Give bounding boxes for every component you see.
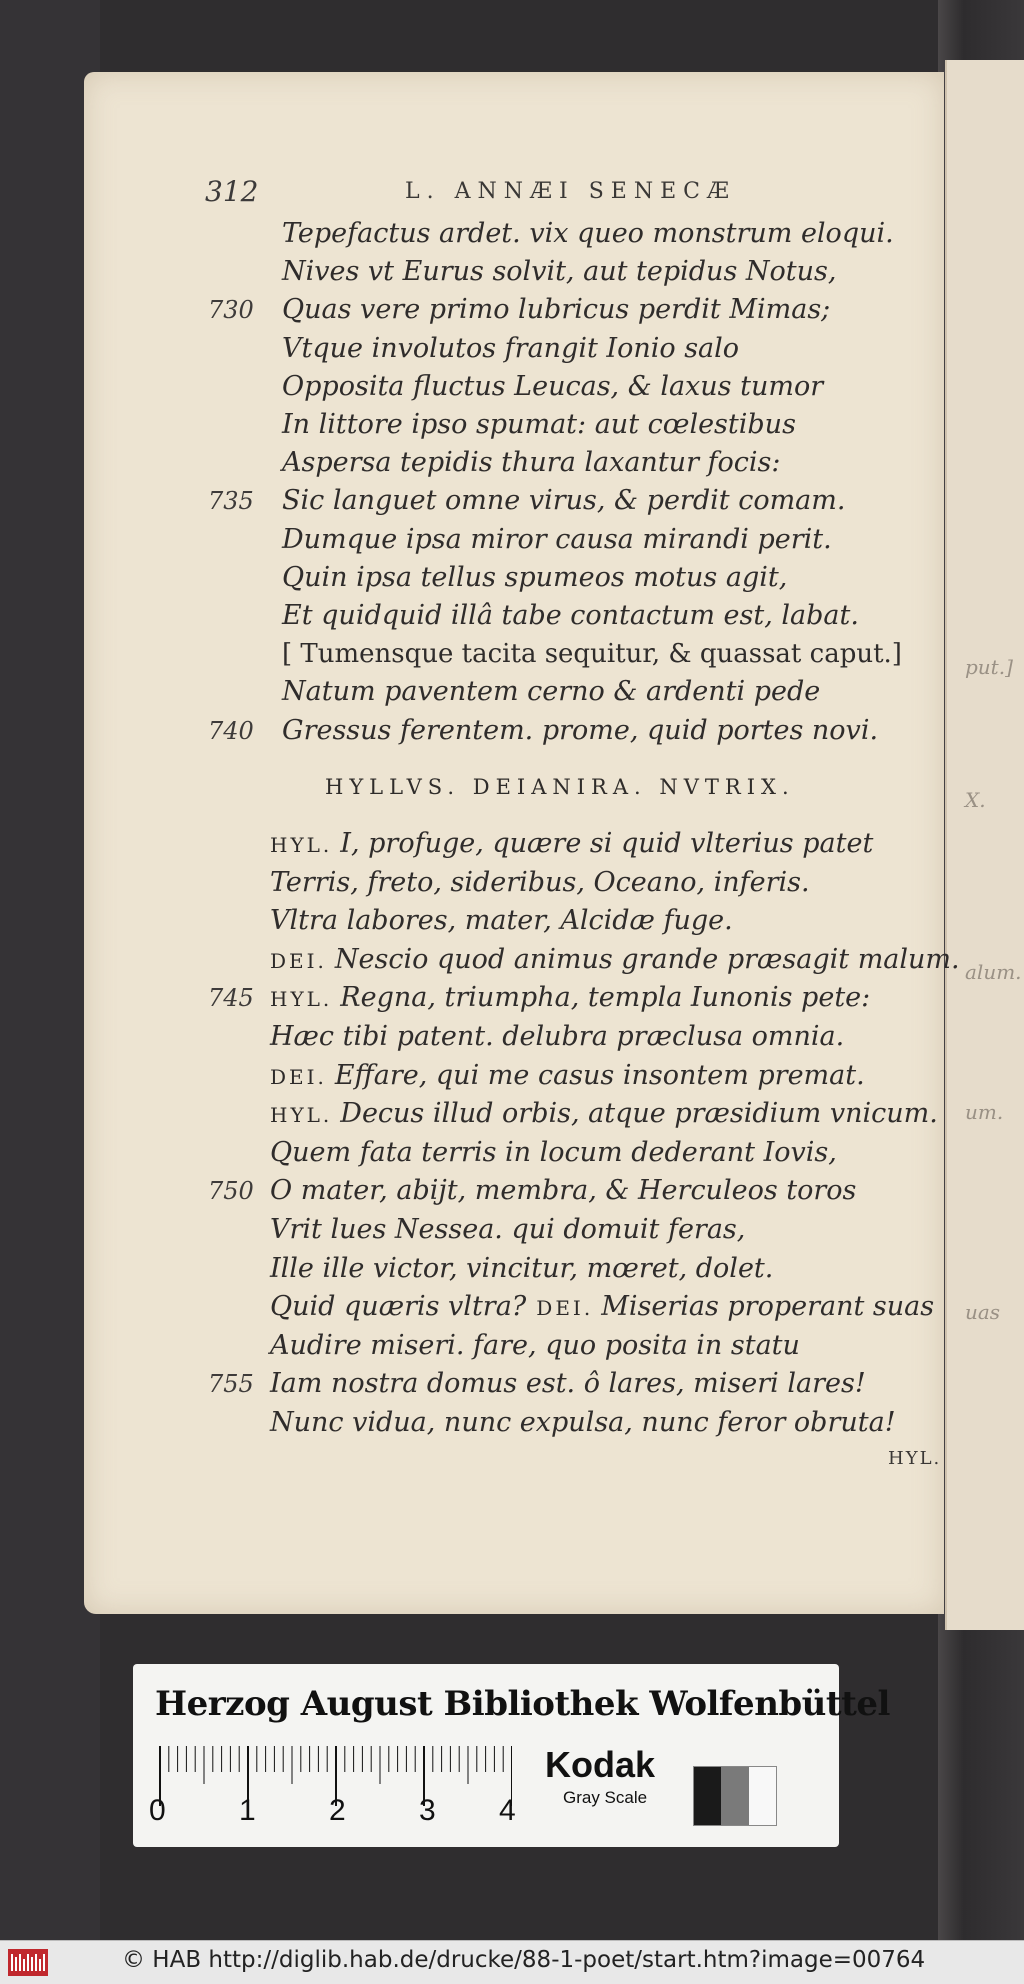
verse-line <box>282 333 739 364</box>
verse-line <box>270 828 873 859</box>
line-number: 730 <box>208 296 254 325</box>
verse-line <box>282 715 878 746</box>
verse-line <box>270 1407 896 1438</box>
verse-text: Quid quæris vltra? <box>270 1291 527 1323</box>
verse-line <box>270 1060 865 1091</box>
speaker-label: HYL. <box>270 833 333 857</box>
verse-line <box>270 1291 934 1322</box>
verse-line <box>270 1214 745 1245</box>
cast-list: HYLLVS. DEIANIRA. NVTRIX. <box>325 775 795 799</box>
verse-text: Terris, freto, sideribus, Oceano, inferis. <box>270 866 810 898</box>
gray-scale-swatches <box>693 1766 777 1826</box>
verse-text: Natum paventem cerno & ardenti pede <box>282 676 821 708</box>
verse-text: Tepefactus ardet. vix queo monstrum eloqui. <box>282 218 894 249</box>
line-number: 745 <box>208 984 254 1013</box>
verse-text: O mater, abijt, membra, & Herculeos toros <box>270 1175 857 1207</box>
adjacent-page-fragment: um. <box>965 1100 1004 1124</box>
verse-line <box>282 638 902 669</box>
verse-text: Et quidquid illâ tabe contactum est, labat. <box>282 600 859 631</box>
ruler-label: 4 <box>499 1794 516 1827</box>
verse-line <box>282 256 836 287</box>
speaker-label: DEI. <box>536 1296 594 1321</box>
kodak-logo: Kodak <box>545 1744 656 1785</box>
ruler-label: 2 <box>329 1794 346 1827</box>
verse-line <box>270 867 810 898</box>
adjacent-page-fragment: X. <box>965 788 986 812</box>
verse-line <box>270 982 870 1013</box>
verse-text: Nescio quod animus grande præsagit malum. <box>334 943 960 975</box>
page-number: 312 <box>205 175 259 208</box>
library-name: Herzog August Bibliothek Wolfenbüttel <box>155 1684 890 1724</box>
verse-line <box>282 562 787 593</box>
catchword: HYL. <box>888 1448 942 1469</box>
speaker-label: HYL. <box>270 987 333 1012</box>
verse-line <box>282 371 823 402</box>
verse-line <box>270 1137 837 1168</box>
copyright-url: © HAB http://diglib.hab.de/drucke/88-1-poet/start.htm?image=00764 <box>122 1947 926 1973</box>
adjacent-page-fragment: uas <box>965 1300 1001 1324</box>
verse-line <box>282 676 820 707</box>
adjacent-page-edge <box>945 60 1024 1630</box>
verse-line <box>270 1175 856 1206</box>
verse-line <box>270 1253 773 1284</box>
verse-line <box>282 600 859 631</box>
line-number: 750 <box>208 1177 254 1206</box>
verse-text: In littore ipso spumat: aut cœlestibus <box>282 409 796 440</box>
verse-line <box>282 409 796 440</box>
verse-line <box>282 294 830 325</box>
adjacent-page-fragment: put.] <box>965 655 1013 679</box>
verse-line <box>270 1330 800 1361</box>
verse-text: Vltra labores, mater, Alcidæ fuge. <box>270 905 733 937</box>
library-scale-card <box>133 1664 890 1847</box>
hab-logo-icon <box>8 1949 48 1976</box>
verse-line <box>270 944 960 975</box>
verse-text: Iam nostra domus est. ô lares, miseri lares! <box>270 1368 866 1400</box>
verse-text: Aspersa tepidis thura laxantur focis: <box>282 447 781 479</box>
verse-text: Regna, triumpha, templa Iunonis pete: <box>340 982 871 1014</box>
verse-text: Dumque ipsa miror causa mirandi perit. <box>282 523 832 555</box>
adjacent-page-fragment: alum. <box>965 960 1022 984</box>
speaker-label: DEI. <box>270 948 327 973</box>
verse-text: [ Tumensque tacita sequitur, & quassat caput.] <box>282 639 902 670</box>
verse-line <box>282 485 845 516</box>
swatch-black <box>694 1767 721 1825</box>
verse-text: Hæc tibi patent. delubra præclusa omnia. <box>270 1021 845 1052</box>
verse-text: Ille ille victor, vincitur, mœret, dolet. <box>270 1252 774 1284</box>
ruler-label: 3 <box>419 1794 436 1827</box>
running-head: L. ANNÆI SENECÆ <box>405 179 736 204</box>
line-number: 755 <box>208 1370 254 1399</box>
verse-text: Nives vt Eurus solvit, aut tepidus Notus, <box>282 256 837 288</box>
footer-bar <box>0 1940 1024 1984</box>
verse-text: Quem fata terris in locum dederant Iovis, <box>270 1136 837 1168</box>
verse-line <box>282 447 781 478</box>
line-number: 735 <box>208 487 254 516</box>
verse-text: Vrit lues Nessea. qui domuit feras, <box>270 1214 746 1245</box>
line-number: 740 <box>208 716 254 745</box>
verse-text: Quas vere primo lubricus perdit Mimas; <box>282 294 831 326</box>
verse-line <box>282 218 894 249</box>
verse-text: Gressus ferentem. prome, quid portes novi. <box>282 714 879 746</box>
verse-text: Opposita fluctus Leucas, & laxus tumor <box>282 370 824 402</box>
verse-line <box>270 1098 938 1129</box>
verse-text: Miserias properant suas <box>601 1291 935 1323</box>
verse-line <box>270 1021 844 1052</box>
ruler-label: 0 <box>149 1794 166 1827</box>
verse-text: Audire miseri. fare, quo posita in statu <box>270 1329 800 1361</box>
verse-line <box>282 524 832 555</box>
verse-text: Sic languet omne virus, & perdit comam. <box>282 485 846 517</box>
gray-scale-label: Gray Scale <box>563 1788 648 1807</box>
verse-text: Quin ipsa tellus spumeos motus agit, <box>282 561 788 593</box>
verse-text: Decus illud orbis, atque præsidium vnicum. <box>340 1098 938 1130</box>
verse-line <box>270 1368 866 1399</box>
verse-text: I, profuge, quære si quid vlterius patet <box>340 828 874 859</box>
verse-line <box>270 905 733 936</box>
speaker-label: HYL. <box>270 1103 333 1128</box>
verse-text: Effare, qui me casus insontem premat. <box>334 1059 865 1091</box>
speaker-label: DEI. <box>270 1064 327 1089</box>
ruler-label: 1 <box>239 1794 256 1827</box>
page-header <box>205 175 765 215</box>
swatch-gray <box>721 1767 748 1825</box>
swatch-white <box>749 1767 776 1825</box>
verse-text: Nunc vidua, nunc expulsa, nunc feror obruta! <box>270 1407 896 1438</box>
verse-text: Vtque involutos frangit Ionio salo <box>282 332 740 364</box>
